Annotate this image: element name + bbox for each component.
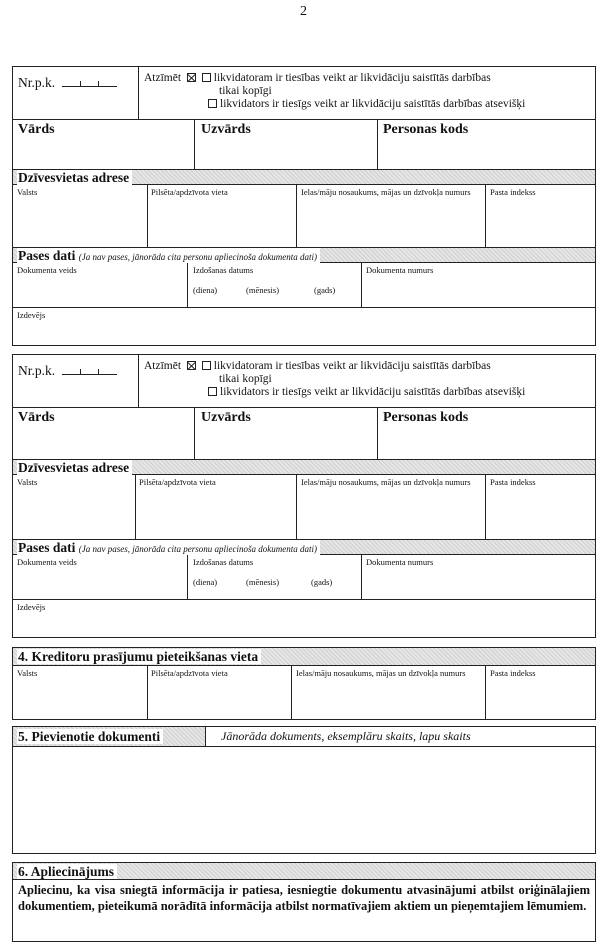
valsts-label: Valsts bbox=[17, 187, 38, 197]
dok-numurs-label: Dokumenta numurs bbox=[366, 557, 434, 567]
nrpk-field[interactable] bbox=[62, 366, 117, 375]
izdosanas-label: Izdošanas datums bbox=[193, 557, 254, 567]
pases-title: Pases dati bbox=[18, 540, 76, 555]
section-6 bbox=[12, 862, 596, 942]
option1-label-cont: tikai kopīgi bbox=[219, 373, 272, 385]
nrpk-label: Nr.p.k. bbox=[18, 363, 56, 378]
option1-label-cont: tikai kopīgi bbox=[219, 85, 272, 97]
option2-label: likvidators ir tiesīgs veikt ar likvidāciju saistītās darbības atsevišķi bbox=[220, 98, 526, 110]
nrpk-label: Nr.p.k. bbox=[18, 75, 56, 90]
pasta-label: Pasta indekss bbox=[490, 477, 536, 487]
pases-note: (Ja nav pases, jānorāda cita personu apliecinoša dokumenta dati) bbox=[78, 544, 317, 554]
checked-box-icon[interactable] bbox=[187, 73, 196, 82]
gads-label: (gads) bbox=[314, 285, 336, 295]
vards-label: Vārds bbox=[18, 122, 55, 137]
dok-veids-label: Dokumenta veids bbox=[17, 557, 77, 567]
iela-label: Ielas/māju nosaukums, mājas un dzīvokļa numurs bbox=[301, 187, 471, 197]
diena-label: (diena) bbox=[193, 285, 218, 295]
section5-title: 5. Pievienotie dokumenti bbox=[17, 729, 163, 744]
pilseta-label: Pilsēta/apdzīvota vieta bbox=[139, 477, 216, 487]
section-5 bbox=[12, 726, 596, 854]
menesis-label: (mēnesis) bbox=[246, 285, 280, 295]
atzimet-label: Atzīmēt bbox=[144, 360, 182, 372]
iela-label: Ielas/māju nosaukums, mājas un dzīvokļa numurs bbox=[301, 477, 471, 487]
person-block-1 bbox=[12, 66, 596, 346]
pases-title: Pases dati bbox=[18, 248, 76, 263]
personas-kods-label: Personas kods bbox=[383, 410, 469, 425]
vards-label: Vārds bbox=[18, 410, 55, 425]
pilseta-label: Pilsēta/apdzīvota vieta bbox=[151, 668, 228, 678]
atzimet-label: Atzīmēt bbox=[144, 72, 182, 84]
pasta-label: Pasta indekss bbox=[490, 187, 536, 197]
izdevejs-label: Izdevējs bbox=[17, 310, 46, 320]
checked-box-icon[interactable] bbox=[187, 361, 196, 370]
nrpk-field[interactable] bbox=[62, 78, 117, 87]
pilseta-label: Pilsēta/apdzīvota vieta bbox=[151, 187, 228, 197]
personas-kods-label: Personas kods bbox=[383, 122, 469, 137]
valsts-label: Valsts bbox=[17, 668, 38, 678]
dok-numurs-label: Dokumenta numurs bbox=[366, 265, 434, 275]
section6-text: Apliecinu, ka visa sniegtā informācija ir patiesa, iesniegtie dokumentu atvasinājumi atbilst oriģinālajiem dokumentiem, pieteikumā norādītā informācija atbilst normatīvajiem aktiem un pieņemtajiem lēmumiem. bbox=[18, 883, 590, 913]
option2-checkbox[interactable] bbox=[208, 99, 217, 108]
pasta-label: Pasta indekss bbox=[490, 668, 536, 678]
dok-veids-label: Dokumenta veids bbox=[17, 265, 77, 275]
address-title: Dzīvesvietas adrese bbox=[17, 170, 132, 185]
section4-title: 4. Kreditoru prasījumu pieteikšanas vieta bbox=[17, 649, 261, 664]
option1-label: likvidatoram ir tiesības veikt ar likvidāciju saistītās darbības bbox=[213, 72, 491, 84]
pases-note: (Ja nav pases, jānorāda cita personu apliecinoša dokumenta dati) bbox=[78, 252, 317, 262]
option1-checkbox[interactable] bbox=[202, 361, 211, 370]
section6-title: 6. Apliecinājums bbox=[17, 864, 117, 879]
izdosanas-label: Izdošanas datums bbox=[193, 265, 254, 275]
address-title: Dzīvesvietas adrese bbox=[17, 460, 132, 475]
option2-checkbox[interactable] bbox=[208, 387, 217, 396]
person-block-2 bbox=[12, 354, 596, 638]
section5-note: Jānorāda dokuments, eksemplāru skaits, lapu skaits bbox=[221, 729, 471, 743]
uzvards-label: Uzvārds bbox=[201, 410, 251, 425]
option1-checkbox[interactable] bbox=[202, 73, 211, 82]
uzvards-label: Uzvārds bbox=[201, 122, 251, 137]
izdevejs-label: Izdevējs bbox=[17, 602, 46, 612]
option2-label: likvidators ir tiesīgs veikt ar likvidāciju saistītās darbības atsevišķi bbox=[220, 386, 526, 398]
page-number: 2 bbox=[300, 4, 307, 19]
gads-label: (gads) bbox=[311, 577, 333, 587]
documents-area[interactable] bbox=[13, 747, 595, 853]
valsts-label: Valsts bbox=[17, 477, 38, 487]
option1-label: likvidatoram ir tiesības veikt ar likvidāciju saistītās darbības bbox=[213, 360, 491, 372]
menesis-label: (mēnesis) bbox=[246, 577, 280, 587]
iela-label: Ielas/māju nosaukums, mājas un dzīvokļa numurs bbox=[296, 668, 466, 678]
section-4 bbox=[12, 647, 596, 720]
diena-label: (diena) bbox=[193, 577, 218, 587]
